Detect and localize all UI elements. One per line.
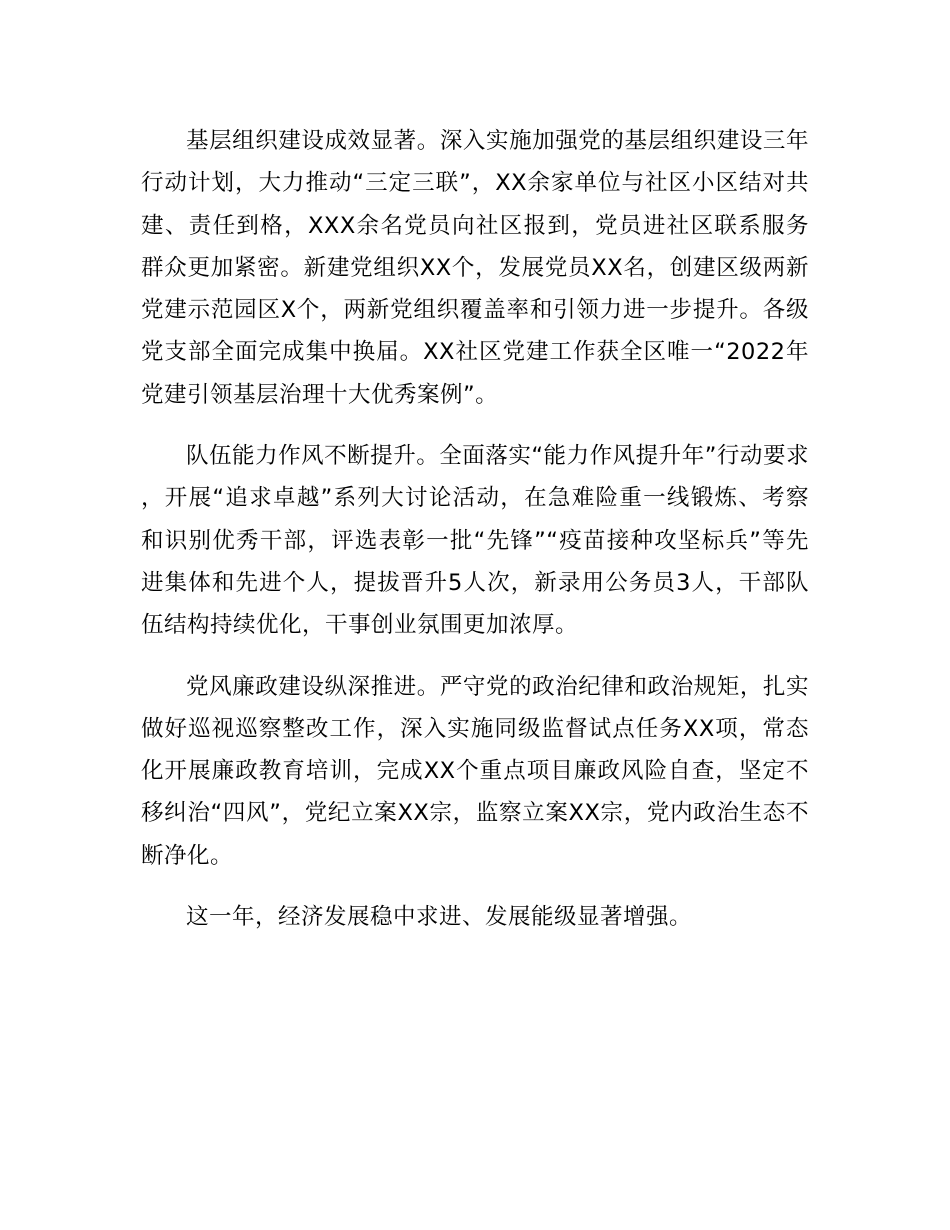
paragraph-economic-development: 这一年，经济发展稳中求进、发展能级显著增强。: [186, 904, 693, 931]
document-body: [141, 120, 809, 957]
paragraph-grassroots-organization: 基层组织建设成效显著。深入实施加强党的基层组织建设三年行动计划，大力推动“三定三联”，XX余家单位与社区小区结对共建、责任到格，XXX余名党员向社区报到，党员进社区联系服务群众更加紧密。新建党组织XX个，发展党员XX名，创建区级两新党建示范园区X个，两新党组织覆盖率和引领力进一步提升。各级党支部全面完成集中换届。XX社区党建工作获全区唯一“2022年党建引领基层治理十大优秀案例”。: [141, 128, 809, 408]
paragraph-clean-governance: 党风廉政建设纵深推进。严守党的政治纪律和政治规矩，扎实做好巡视巡察整改工作，深入实施同级监督试点任务XX项，常态化开展廉政教育培训，完成XX个重点项目廉政风险自查，坚定不移纠治“四风”，党纪立案XX宗，监察立案XX宗，党内政治生态不断净化。: [141, 673, 809, 869]
paragraph-team-capability: 队伍能力作风不断提升。全面落实“能力作风提升年”行动要求，开展“追求卓越”系列大讨论活动，在急难险重一线锻炼、考察和识别优秀干部，评选表彰一批“先锋”“疫苗接种攻坚标兵”等先进集体和先进个人，提拔晋升5人次，新录用公务员3人，干部队伍结构持续优化，干事创业氛围更加浓厚。: [141, 443, 809, 639]
